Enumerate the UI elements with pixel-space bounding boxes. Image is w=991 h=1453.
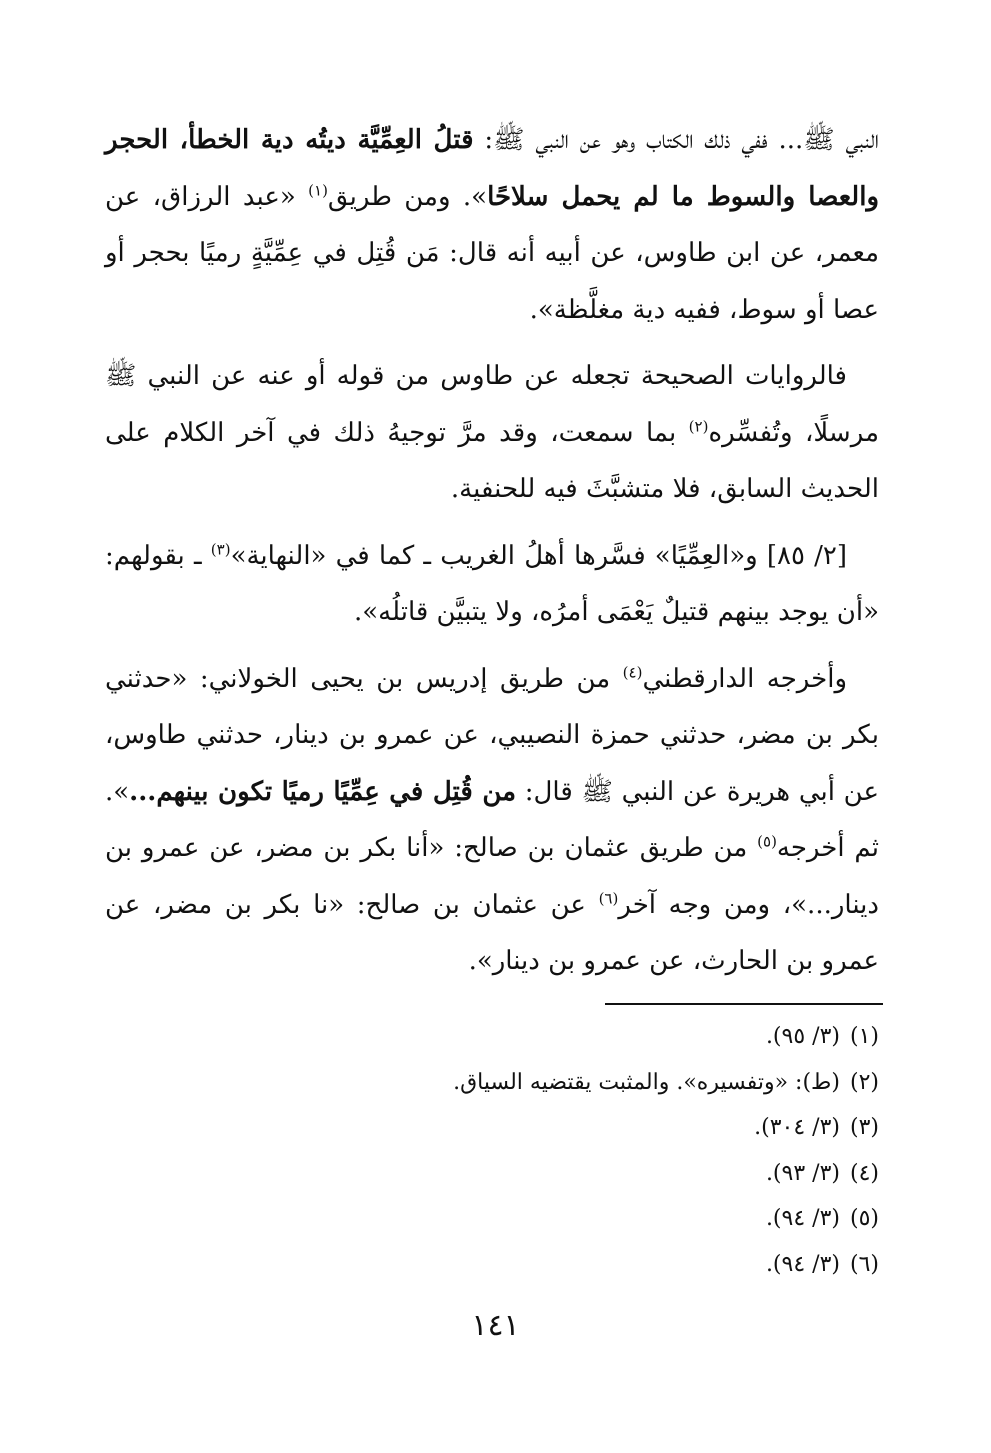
paragraph-4 [105, 651, 879, 990]
footnote-6 [319, 1242, 879, 1288]
text-run: فالروايات الصحيحة تجعله عن طاوس من قوله أو عنه عن النبي ﷺ مرسلًا، وتُفسِّره [105, 361, 879, 448]
text-run: النبي ﷺ... ففي ذلك الكتاب وهو عن النبي ﷺ: [473, 125, 879, 155]
footnote-marker: (١) [308, 180, 328, 199]
footnote-text: (ط): «وتفسيره». والمثبت يقتضيه السياق. [453, 1069, 840, 1095]
text-run: من طريق إدريس بن يحيى الخولاني: «حدثني بكر بن مضر، حدثني حمزة النصيبي، عن عمرو بن دينار، حدثني طاوس، عن أبي هريرة عن النبي ﷺ قال: [105, 663, 879, 807]
footnote-4 [319, 1151, 879, 1197]
footnote-marker: (٢) [688, 416, 709, 435]
text-run: وأخرجه الدارقطني [642, 663, 847, 694]
footnote-marker: (٦) [598, 888, 619, 907]
footnote-number: (١) [849, 1024, 879, 1049]
text-run: ». ومن طريق [327, 181, 488, 212]
footnote-2 [319, 1060, 879, 1106]
text-run: ». ثم أخرجه [105, 776, 879, 863]
text-run: عن عثمان بن صالح: «نا بكر بن مضر، عن عمرو بن الحارث، عن عمرو بن دينار». [105, 889, 879, 976]
text-run: بما سمعت، وقد مرَّ توجيهُ ذلك في آخر الكلام على الحديث السابق، فلا متشبَّثَ فيه للحنفية. [105, 417, 879, 504]
footnotes [319, 1014, 879, 1287]
paragraph-1 [105, 112, 879, 338]
footnote-text: (٣/ ٣٠٤). [754, 1115, 840, 1140]
footnote-marker: (٤) [622, 662, 643, 681]
bold-hadith-text: قتلُ العِمِّيَّة ديتُه دية الخطأ، الحجر والعصا والسوط ما لم يحمل سلاحًا [105, 125, 879, 212]
text-run: ـ بقولهم: «أن يوجد بينهم قتيلٌ يَعْمَى أمرُه، ولا يتبيَّن قاتلُه». [105, 540, 879, 627]
footnote-3 [319, 1105, 879, 1151]
paragraph-3 [105, 528, 879, 641]
footnote-number: (٣) [849, 1115, 879, 1140]
footnote-text: (٣/ ٩٤). [765, 1206, 840, 1231]
bold-hadith-text: من قُتِل في عِمِّيًا رميًا تكون بينهم... [129, 776, 517, 807]
footnote-text: (٣/ ٩٣). [765, 1160, 840, 1186]
footnote-1 [319, 1014, 879, 1060]
footnote-number: (٢) [849, 1069, 879, 1095]
footnote-text: (٣/ ٩٤). [765, 1251, 840, 1277]
text-run: من طريق عثمان بن صالح: «أنا بكر بن مضر، عن عمرو بن دينار...»، ومن وجه آخر [105, 833, 879, 920]
footnote-number: (٦) [849, 1251, 879, 1277]
footnote-separator [605, 1003, 883, 1005]
footnote-5 [319, 1196, 879, 1242]
page-number: ١٤١ [471, 1308, 520, 1343]
footnote-text: (٣/ ٩٥). [765, 1024, 840, 1049]
footnote-marker: (٣) [210, 539, 231, 558]
paragraph-2 [105, 348, 879, 518]
text-run: «عبد الرزاق، عن معمر، عن ابن طاوس، عن أبيه أنه قال: مَن قُتِل في عِمِّيَّةٍ رميًا بحجر أو عصا أو سوط، ففيه دية مغلَّظة». [105, 181, 879, 325]
main-text [105, 112, 879, 990]
text-run: [٢/ ٨٥] و«العِمِّيًا» فسَّرها أهلُ الغريب ـ كما في «النهاية» [230, 540, 847, 571]
footnote-number: (٥) [849, 1206, 879, 1231]
footnote-marker: (٥) [757, 832, 777, 851]
footnote-number: (٤) [849, 1160, 879, 1186]
